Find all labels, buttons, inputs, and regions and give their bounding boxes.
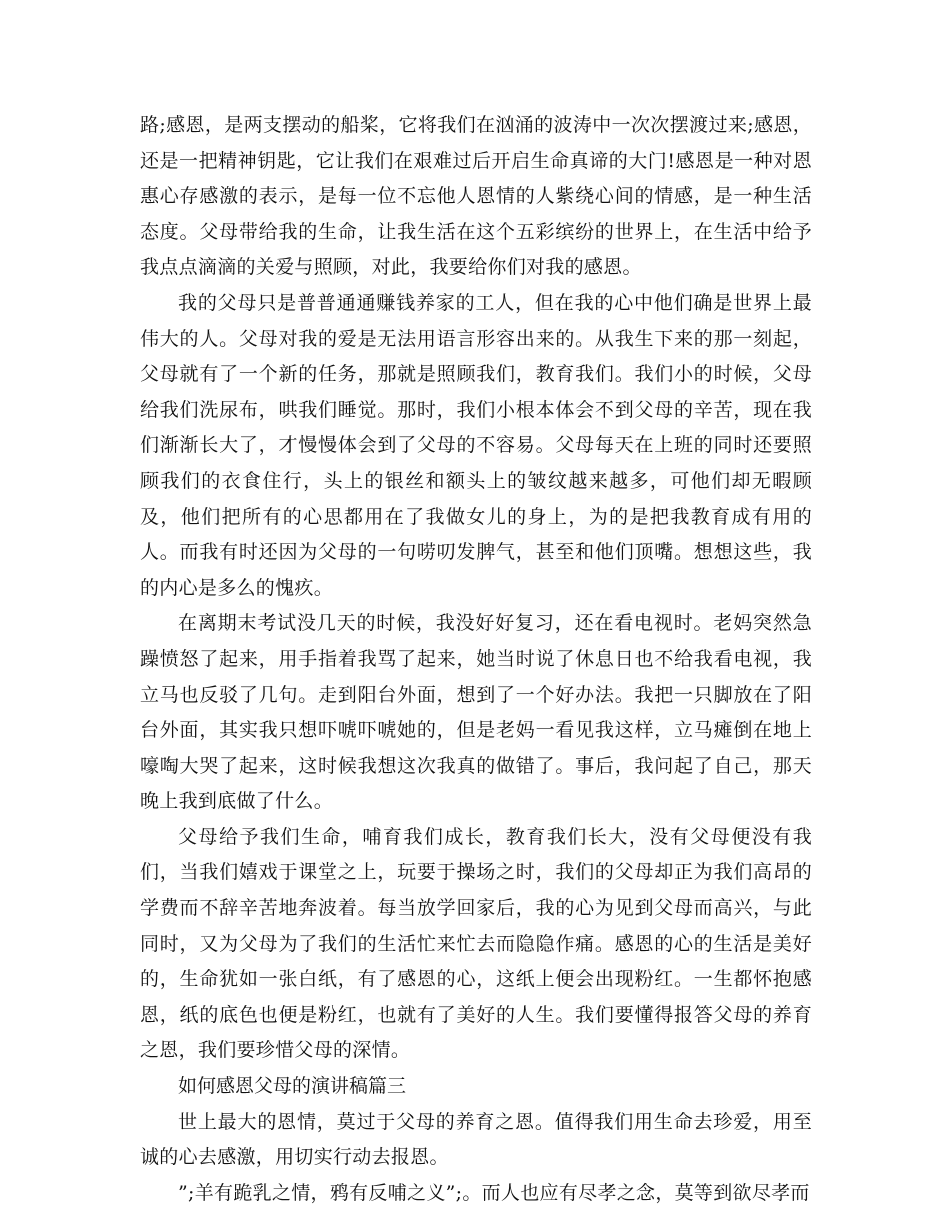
- paragraph-greatest-kindness: 世上最大的恩情，莫过于父母的养育之恩。值得我们用生命去珍爱，用至诚的心去感激，用切实行动去报恩。: [140, 1110, 812, 1169]
- document-page: [140, 108, 812, 1211]
- section-heading: 如何感恩父母的演讲稿篇三: [178, 1075, 407, 1098]
- paragraph-filial-piety: ”;羊有跪乳之情，鸦有反哺之义”;。而人也应有尽孝之念，莫等到欲尽孝而: [178, 1181, 810, 1204]
- paragraph-gratitude-life: 父母给予我们生命，哺育我们成长，教育我们长大，没有父母便没有我们，当我们嬉戏于课堂之上，玩要于操场之时，我们的父母却正为我们高昂的学费而不辞辛苦地奔波着。每当放学回家后，我的心为见到父母而高兴，与此同时，又为父母为了我们的生活忙来忙去而隐隐作痛。感恩的心的生活是美好的，生命犹如一张白纸，有了感恩的心，这纸上便会出现粉红。一生都怀抱感恩，纸的底色也便是粉红，也就有了美好的人生。我们要懂得报答父母的养育之恩，我们要珍惜父母的深情。: [140, 825, 812, 1062]
- paragraph-exam-story: 在离期末考试没几天的时候，我没好好复习，还在看电视时。老妈突然急躁愤怒了起来，用手指着我骂了起来，她当时说了休息日也不给我看电视，我立马也反驳了几句。走到阳台外面，想到了一个好办法。我把一只脚放在了阳台外面，其实我只想吓唬吓唬她的，但是老妈一看见我这样，立马瘫倒在地上嚎啕大哭了起来，这时候我想这次我真的做错了。事后，我问起了自己，那天晚上我到底做了什么。: [140, 612, 812, 813]
- paragraph-parents-greatness: 我的父母只是普普通通赚钱养家的工人，但在我的心中他们确是世界上最伟大的人。父母对我的爱是无法用语言形容出来的。从我生下来的那一刻起，父母就有了一个新的任务，那就是照顾我们，教育我们。我们小的时候，父母给我们洗尿布，哄我们睡觉。那时，我们小根本体会不到父母的辛苦，现在我们渐渐长大了，才慢慢体会到了父母的不容易。父母每天在上班的同时还要照顾我们的衣食住行，头上的银丝和额头上的皱纹越来越多，可他们却无暇顾及，他们把所有的心思都用在了我做女儿的身上，为的是把我教育成有用的人。而我有时还因为父母的一句唠叨发脾气，甚至和他们顶嘴。想想这些，我的内心是多么的愧疚。: [140, 291, 812, 599]
- paragraph-continuation: 路;感恩，是两支摆动的船桨，它将我们在汹涌的波涛中一次次摆渡过来;感恩，还是一把精神钥匙，它让我们在艰难过后开启生命真谛的大门!感恩是一种对恩惠心存感激的表示，是每一位不忘他人恩情的人紫绕心间的情感，是一种生活态度。父母带给我的生命，让我生活在这个五彩缤纷的世界上，在生活中给予我点点滴滴的关爱与照顾，对此，我要给你们对我的感恩。: [140, 114, 812, 279]
